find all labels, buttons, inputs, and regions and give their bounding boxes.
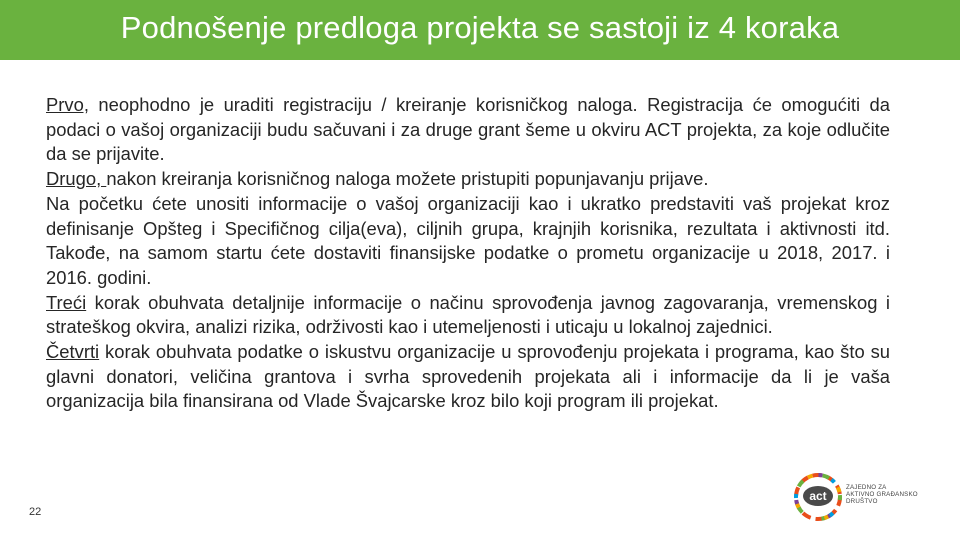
slide-body xyxy=(46,93,890,414)
logo-line-1: ZAJEDNO ZA xyxy=(846,484,887,491)
paragraph-step-2 xyxy=(46,167,890,192)
paragraph-step-2-details xyxy=(46,192,890,291)
logo-caption xyxy=(846,485,918,505)
step-2-details-text: Na početku ćete unositi informacije o vašoj organizaciji kao i ukratko predstaviti vaš projekat kroz definisanje Opšteg i Specifičnog cilja(eva), ciljnih grupa, krajnjih korisnika, rezultata i aktivnosti itd. Takođe, na samom startu ćete dostaviti finansijske podatke o prometu organizacije u 2018, 2017. i 2016. godini. xyxy=(46,192,890,288)
step-4-lead: Četvrti xyxy=(46,341,100,363)
step-4-text: korak obuhvata podatke o iskustvu organizacije u sprovođenju projekata i programa, kao što su glavni donatori, veličina grantova i svrha sprovedenih projekata ali i informacije da li je vaša organizacija bila finansirana od Vlade Švajcarske kroz bilo koji program ili projekat. xyxy=(46,341,890,412)
slide-title: Podnošenje predloga projekta se sastoji iz 4 koraka xyxy=(120,10,840,45)
step-2-lead: Drugo, xyxy=(46,168,107,190)
step-3-text: korak obuhvata detaljnije informacije o načinu sprovođenja javnog zagovaranja, vremenskog i strateškog okvira, analizi rizika, održivosti kao i utemeljenosti i uticaju u lokalnoj zajednici. xyxy=(46,291,890,338)
step-2-text: nakon kreiranja korisničnog naloga možete pristupiti popunjavanju prijave. xyxy=(106,168,709,190)
paragraph-step-3 xyxy=(46,291,890,340)
paragraph-step-4 xyxy=(46,340,890,414)
page-number: 22 xyxy=(29,506,42,518)
step-3-lead: Treći xyxy=(46,291,87,313)
act-logo-icon xyxy=(788,470,848,526)
act-logo xyxy=(788,470,928,526)
logo-line-3: DRUŠTVO xyxy=(846,497,878,505)
logo-mark-text: act xyxy=(809,489,827,503)
logo-line-2: AKTIVNO GRAĐANSKO xyxy=(846,490,918,498)
step-1-text: neophodno je uraditi registraciju / kreiranje korisničkog naloga. Registracija će omogućiti da podaci o vašoj organizaciji budu sačuvani i za druge grant šeme u okviru ACT projekta, za koje odlučite da se prijavite. xyxy=(46,94,890,165)
step-1-lead: Prvo, xyxy=(46,94,89,115)
paragraph-step-1 xyxy=(46,93,890,167)
